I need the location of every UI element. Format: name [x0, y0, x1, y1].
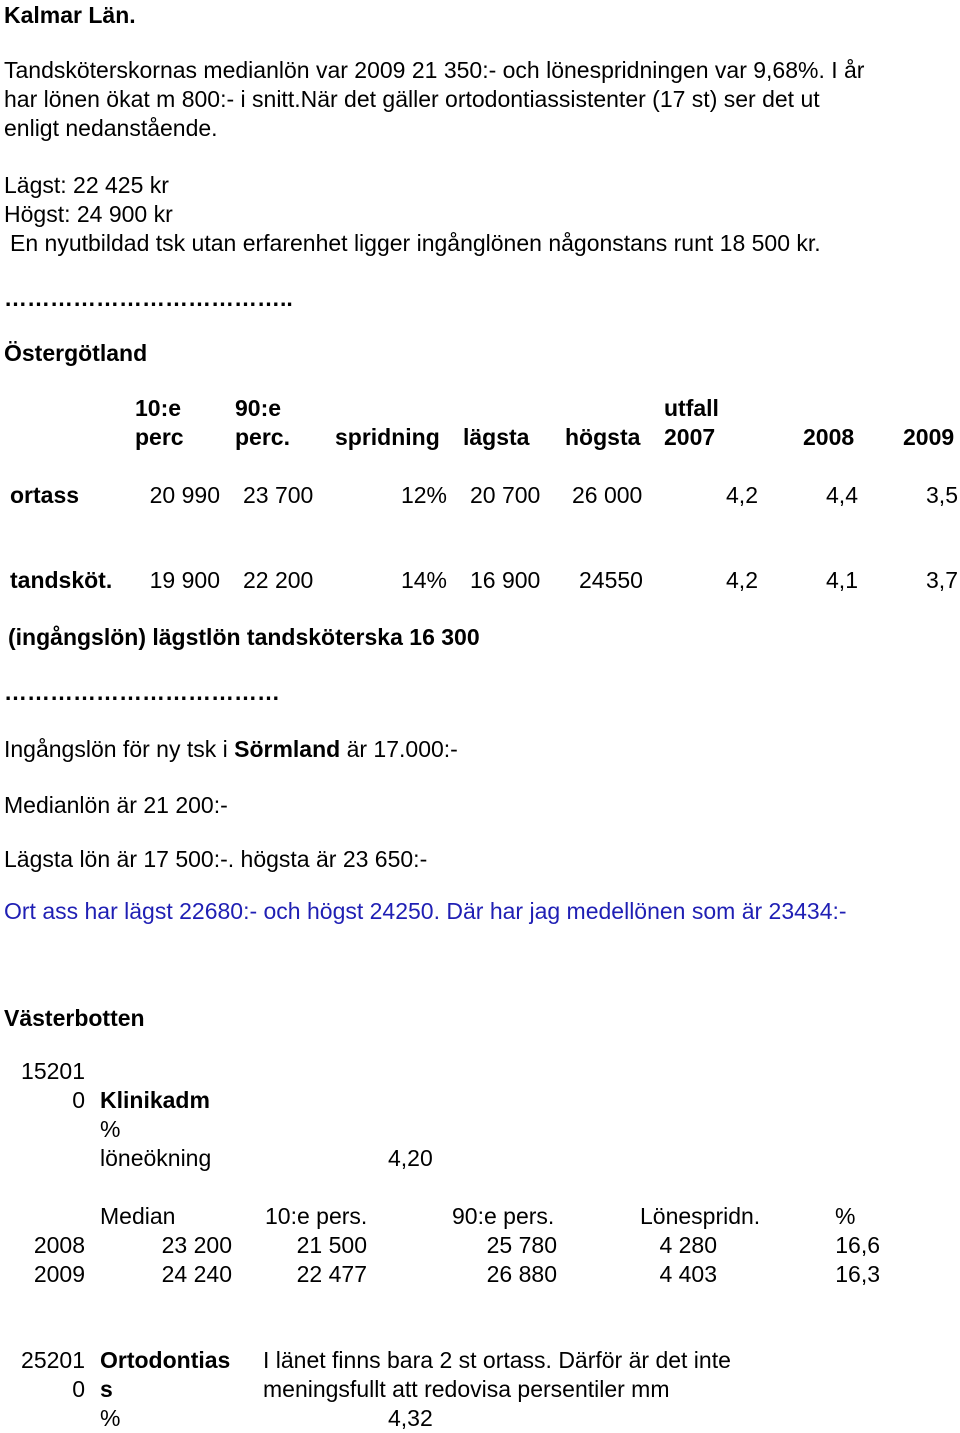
table-cell-spread: 14% [400, 567, 447, 593]
table-cell-lowest: 20 700 [470, 482, 541, 508]
kalmar-dots: ……………………………….. [4, 285, 293, 311]
header-lowest: lägsta [463, 424, 530, 450]
table-cell-2007: 4,2 [726, 482, 758, 508]
header-p10-line2: perc [135, 424, 184, 450]
sormland-lowest-highest: Lägsta lön är 17 500:-. högsta är 23 650:- [4, 846, 428, 872]
vb-cell-p10: 21 500 [296, 1232, 367, 1258]
percent-label: % [100, 1116, 121, 1142]
header-2009: 2009 [903, 424, 955, 450]
job-title-ortodontiass-line2: s [100, 1376, 113, 1402]
vb-cell-p90: 25 780 [486, 1232, 557, 1258]
increase-value: 4,20 [388, 1145, 433, 1171]
header-outcome: utfall [664, 395, 719, 421]
vasterbotten-heading: Västerbotten [4, 1005, 145, 1031]
ostergotland-heading: Östergötland [4, 340, 148, 366]
vb-cell-median: 23 200 [161, 1232, 232, 1258]
kalmar-lowest: Lägst: 22 425 kr [4, 172, 169, 198]
job-code-1-line2: 0 [72, 1087, 85, 1113]
kalmar-paragraph-line-1: Tandsköterskornas medianlön var 2009 21 350:- och lönespridningen var 9,68%. I år [4, 57, 865, 83]
table-cell-2009: 3,7 [926, 567, 958, 593]
sormland-entry-salary: Ingångslön för ny tsk i Sörmland är 17.000:- [4, 736, 458, 762]
job-title-ortodontiass-line1: Ortodontias [100, 1347, 231, 1373]
vb-cell-p90: 26 880 [486, 1261, 557, 1287]
sormland-ortass-note: Ort ass har lägst 22680:- och högst 24250. Där har jag medellönen som är 23434:- [4, 898, 847, 924]
vb-cell-p10: 22 477 [296, 1261, 367, 1287]
header-p90-line2: perc. [235, 424, 290, 450]
table-cell-2009: 3,5 [926, 482, 958, 508]
table-row-label: tandsköt. [10, 567, 113, 593]
vb-cell-median: 24 240 [161, 1261, 232, 1287]
table-cell-spread: 12% [400, 482, 447, 508]
job-code-1-line1: 15201 [21, 1058, 85, 1084]
table-cell-2008: 4,1 [826, 567, 858, 593]
ostergotland-dots: ……………………………… [4, 679, 280, 705]
job-code-2-line1: 25201 [21, 1347, 85, 1373]
vb-cell-pct: 16,3 [835, 1261, 880, 1287]
job-code-2-line2: 0 [72, 1376, 85, 1402]
vb-cell-pct: 16,6 [835, 1232, 880, 1258]
table-cell-p90: 23 700 [243, 482, 314, 508]
table-cell-p10: 20 990 [149, 482, 220, 508]
vb-header-pct: % [835, 1203, 856, 1229]
header-highest: högsta [565, 424, 641, 450]
kalmar-paragraph-line-2: har lönen ökat m 800:- i snitt.När det gäller ortodontiassistenter (17 st) ser det ut [4, 86, 820, 112]
entry-salary-note: (ingångslön) lägstlön tandsköterska 16 300 [8, 624, 480, 650]
kalmar-highest: Högst: 24 900 kr [4, 201, 173, 227]
vb-header-median: Median [100, 1203, 176, 1229]
vb-header-p10: 10:e pers. [265, 1203, 368, 1229]
table-cell-2008: 4,4 [826, 482, 858, 508]
header-2007: 2007 [664, 424, 716, 450]
table-cell-p90: 22 200 [243, 567, 314, 593]
table-cell-highest: 24550 [579, 567, 643, 593]
table-cell-highest: 26 000 [572, 482, 643, 508]
kalmar-heading: Kalmar Län. [4, 2, 136, 28]
header-p90-line1: 90:e [235, 395, 282, 421]
sormland-median: Medianlön är 21 200:- [4, 792, 228, 818]
table-cell-lowest: 16 900 [470, 567, 541, 593]
header-p10-line1: 10:e [135, 395, 182, 421]
vb-row-year: 2009 [33, 1261, 85, 1287]
ortass-note-line2: meningsfullt att redovisa persentiler mm [263, 1376, 670, 1402]
job-title-klinikadm: Klinikadm [100, 1087, 210, 1113]
vb-row-year: 2008 [33, 1232, 85, 1258]
vb-header-p90: 90:e pers. [452, 1203, 555, 1229]
header-spread: spridning [335, 424, 440, 450]
table-cell-p10: 19 900 [149, 567, 220, 593]
vb-cell-spread: 4 280 [659, 1232, 717, 1258]
kalmar-new-grad: En nyutbildad tsk utan erfarenhet ligger ingånglönen någonstans runt 18 500 kr. [10, 230, 821, 256]
sormland-region: Sörmland [234, 736, 341, 762]
table-cell-2007: 4,2 [726, 567, 758, 593]
increase-label: löneökning [100, 1145, 212, 1171]
kalmar-paragraph-line-3: enligt nedanstående. [4, 115, 218, 141]
vb-header-spread: Lönespridn. [640, 1203, 761, 1229]
ortass-note-line1: I länet finns bara 2 st ortass. Därför är det inte [263, 1347, 731, 1373]
header-2008: 2008 [803, 424, 855, 450]
percent-label-2: % [100, 1405, 121, 1431]
vb-cell-spread: 4 403 [659, 1261, 717, 1287]
table-row-label: ortass [10, 482, 80, 508]
increase-value-2: 4,32 [388, 1405, 433, 1431]
